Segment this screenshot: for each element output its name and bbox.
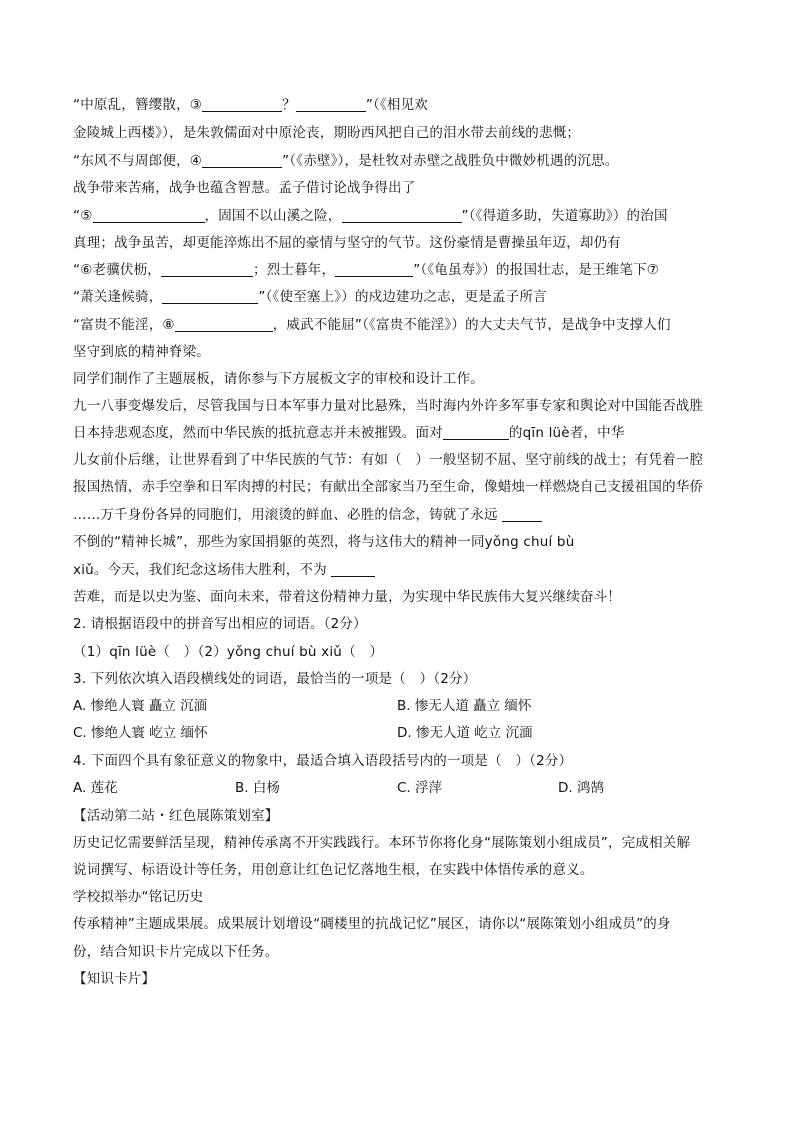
answer-option: A. 惨绝人寰 矗立 沉湎 [73, 698, 208, 714]
text-span: ……万千身份各异的同胞们，用滚烫的鲜血、必胜的信念，铸就了永远 [73, 507, 503, 523]
answer-option: B. 惨无人道 矗立 缅怀 [397, 698, 532, 714]
text-span: “中原乱，簪缨散，③ [73, 97, 203, 113]
text-line [73, 670, 476, 688]
text-line [73, 533, 574, 551]
text-span: ”（《赤壁》），是杜牧对赤壁之战胜负中微妙机遇的沉思。 [282, 153, 619, 169]
text-span: 【活动第二站・红色展陈策划室】 [73, 808, 279, 824]
text-line [73, 888, 204, 906]
text-span: “富贵不能淫，⑧ [73, 317, 175, 333]
answer-option: A. 莲花 [73, 780, 118, 796]
text-line [73, 861, 594, 879]
fill-blank[interactable] [202, 97, 282, 112]
text-line [73, 915, 671, 933]
text-line [73, 424, 625, 442]
text-span: 不倒的“精神长城”，那些为家国捐躯的英烈，将与这伟大的精神一同yǒng chuí bù [73, 534, 575, 550]
answer-option: C. 惨绝人寰 屹立 缅怀 [73, 725, 208, 741]
text-line [73, 588, 621, 606]
fill-blank[interactable] [502, 507, 542, 522]
text-line [73, 615, 367, 633]
text-span: “东风不与周郎便，④ [73, 153, 203, 169]
answer-option: B. 白杨 [235, 780, 280, 796]
text-line [73, 451, 703, 469]
text-span: 苦难，而是以史为鉴、面向未来，带着这份精神力量，为实现中华民族伟大复兴继续奋斗！ [73, 589, 621, 605]
text-line [73, 643, 383, 661]
text-span: （1）qīn lüè（ ）（2）yǒng chuí bù xiǔ（ ） [73, 644, 384, 660]
text-line [73, 561, 375, 579]
fill-blank[interactable] [175, 317, 273, 332]
text-line [73, 752, 572, 770]
text-line [73, 316, 671, 334]
text-line [73, 807, 279, 825]
text-span: xiǔ。今天，我们纪念这场伟大胜利，不为 [73, 562, 332, 578]
text-span: ”（《得道多助，失道寡助》）的治国 [461, 208, 668, 224]
text-line [73, 478, 703, 496]
text-line [73, 261, 659, 279]
text-line [73, 288, 547, 306]
text-span: 真理；战争虽苦，却更能淬炼出不屈的豪情与坚守的气节。这份豪情是曹操虽年迈，却仍有 [73, 235, 621, 251]
text-line [73, 343, 210, 361]
text-span: 报国热情，赤手空拳和日军肉搏的村民；有献出全部家当乃至生命，像蜡烛一样燃烧自己支援祖国的华侨 [73, 479, 704, 495]
text-span: 4. 下面四个具有象征意义的物象中，最适合填入语段括号内的一项是（ ）（2分） [73, 753, 573, 769]
text-span: 金陵城上西楼》），是朱敦儒面对中原沦丧，期盼西风把自己的泪水带去前线的悲慨； [73, 125, 581, 141]
text-line [73, 207, 668, 225]
text-line [73, 397, 703, 415]
text-line [73, 970, 155, 988]
text-span: 儿女前仆后继，让世界看到了中华民族的气节：有如（ ）一般坚韧不屈、坚守前线的战士；有凭着一腔 [73, 452, 704, 468]
text-span: ”（《相见欢 [365, 97, 429, 113]
text-line [73, 834, 690, 852]
text-span: 说词撰写、标语设计等任务，用创意让红色记忆落地生根，在实践中体悟传承的意义。 [73, 862, 594, 878]
fill-blank[interactable] [161, 262, 253, 277]
fill-blank[interactable] [296, 97, 366, 112]
text-span: ，固国不以山溪之险， [204, 208, 342, 224]
text-line [73, 370, 484, 388]
text-span: ”（《龟虽寿》）的报国壮志，是王维笔下⑦ [413, 262, 660, 278]
text-span: ？ [282, 97, 296, 113]
text-line [73, 234, 621, 252]
fill-blank[interactable] [342, 208, 462, 223]
answer-option: D. 惨无人道 屹立 沉湎 [397, 725, 533, 741]
fill-blank[interactable] [93, 208, 205, 223]
answer-option: C. 浮萍 [397, 780, 443, 796]
text-line [73, 506, 542, 524]
text-span: “萧关逢候骑， [73, 289, 163, 305]
text-span: 【知识卡片】 [73, 971, 156, 987]
fill-blank[interactable] [162, 289, 258, 304]
text-span: “⑤ [73, 208, 93, 224]
text-span: 日本持悲观态度，然而中华民族的抵抗意志并未被摧毁。面对 [73, 425, 443, 441]
fill-blank[interactable] [443, 425, 509, 440]
fill-blank[interactable] [335, 262, 413, 277]
text-span: “⑥老骥伏枥， [73, 262, 161, 278]
text-line [73, 152, 619, 170]
text-span: 学校拟举办“铭记历史 [73, 889, 204, 905]
fill-blank[interactable] [331, 562, 375, 577]
text-span: 传承精神”主题成果展。成果展计划增设“碉楼里的抗战记忆”展区，请你以“展陈策划小组成员”的身 [73, 916, 671, 932]
text-line [73, 96, 428, 114]
fill-blank[interactable] [202, 153, 282, 168]
text-span: ”（《使至塞上》）的戍边建功之志，更是孟子所言 [258, 289, 547, 305]
text-span: 份，结合知识卡片完成以下任务。 [73, 944, 279, 960]
text-span: 2. 请根据语段中的拼音写出相应的词语。（2分） [73, 616, 367, 632]
text-line [73, 179, 416, 197]
text-span: 战争带来苦痛，战争也蕴含智慧。孟子借讨论战争得出了 [73, 180, 416, 196]
text-line [73, 124, 580, 142]
text-span: 九一八事变爆发后，尽管我国与日本军事力量对比悬殊，当时海内外许多军事专家和舆论对中国能否战胜 [73, 398, 704, 414]
text-span: ，威武不能屈”（《富贵不能淫》）的大丈夫气节，是战争中支撑人们 [272, 317, 671, 333]
text-span: 坚守到底的精神脊梁。 [73, 344, 210, 360]
text-span: ；烈士暮年， [253, 262, 336, 278]
answer-option: D. 鸿鹄 [558, 780, 604, 796]
text-line [73, 943, 279, 961]
text-span: 的qīn lüè者，中华 [508, 425, 625, 441]
text-span: 同学们制作了主题展板，请你参与下方展板文字的审校和设计工作。 [73, 371, 484, 387]
text-span: 历史记忆需要鲜活呈现，精神传承离不开实践践行。本环节你将化身“展陈策划小组成员”，完成相关解 [73, 835, 691, 851]
text-span: 3. 下列依次填入语段横线处的词语，最恰当的一项是（ ）（2分） [73, 671, 477, 687]
